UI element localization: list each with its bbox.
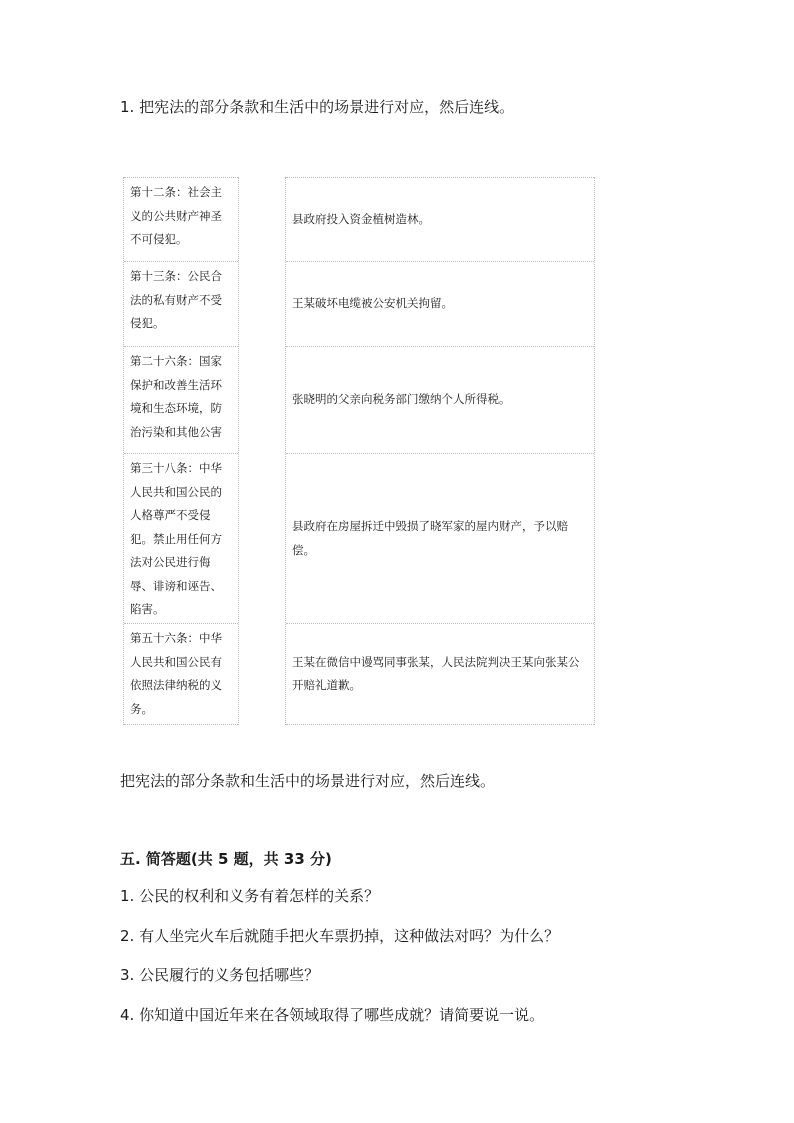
article-cell: 第十二条：社会主义的公共财产神圣不可侵犯。 [124,177,238,261]
article-cell: 第二十六条：国家保护和改善生活环境和生态环境，防治污染和其他公害 [124,346,238,453]
article-cell: 第三十八条：中华人民共和国公民的人格尊严不受侵犯。禁止用任何方法对公民进行侮辱、诽谤和诬告、陷害。 [124,453,238,623]
scene-cell: 王某在微信中谩骂同事张某，人民法院判决王某向张某公开赔礼道歉。 [286,623,594,725]
scene-cell: 县政府在房屋拆迁中毁损了晓军家的屋内财产，予以赔偿。 [286,453,594,623]
scene-cell: 县政府投入资金植树造林。 [286,177,594,261]
article-cell: 第十三条：公民合法的私有财产不受侵犯。 [124,261,238,346]
section-heading: 五. 简答题(共 5 题，共 33 分) [120,850,332,868]
question-item: 2. 有人坐完火车后就随手把火车票扔掉，这种做法对吗？为什么？ [120,927,560,945]
question-item: 4. 你知道中国近年来在各领域取得了哪些成就？请简要说一说。 [120,1006,545,1024]
matching-table [123,177,593,725]
question-title: 1. 把宪法的部分条款和生活中的场景进行对应，然后连线。 [120,98,515,116]
articles-column [123,177,239,725]
scenes-column [285,177,595,725]
repeat-instruction: 把宪法的部分条款和生活中的场景进行对应，然后连线。 [120,772,496,790]
article-cell: 第五十六条：中华人民共和国公民有依照法律纳税的义务。 [124,623,238,725]
scene-cell: 王某破坏电缆被公安机关拘留。 [286,261,594,346]
question-item: 1. 公民的权利和义务有着怎样的关系？ [120,887,380,905]
scene-cell: 张晓明的父亲向税务部门缴纳个人所得税。 [286,346,594,453]
question-item: 3. 公民履行的义务包括哪些？ [120,966,320,984]
